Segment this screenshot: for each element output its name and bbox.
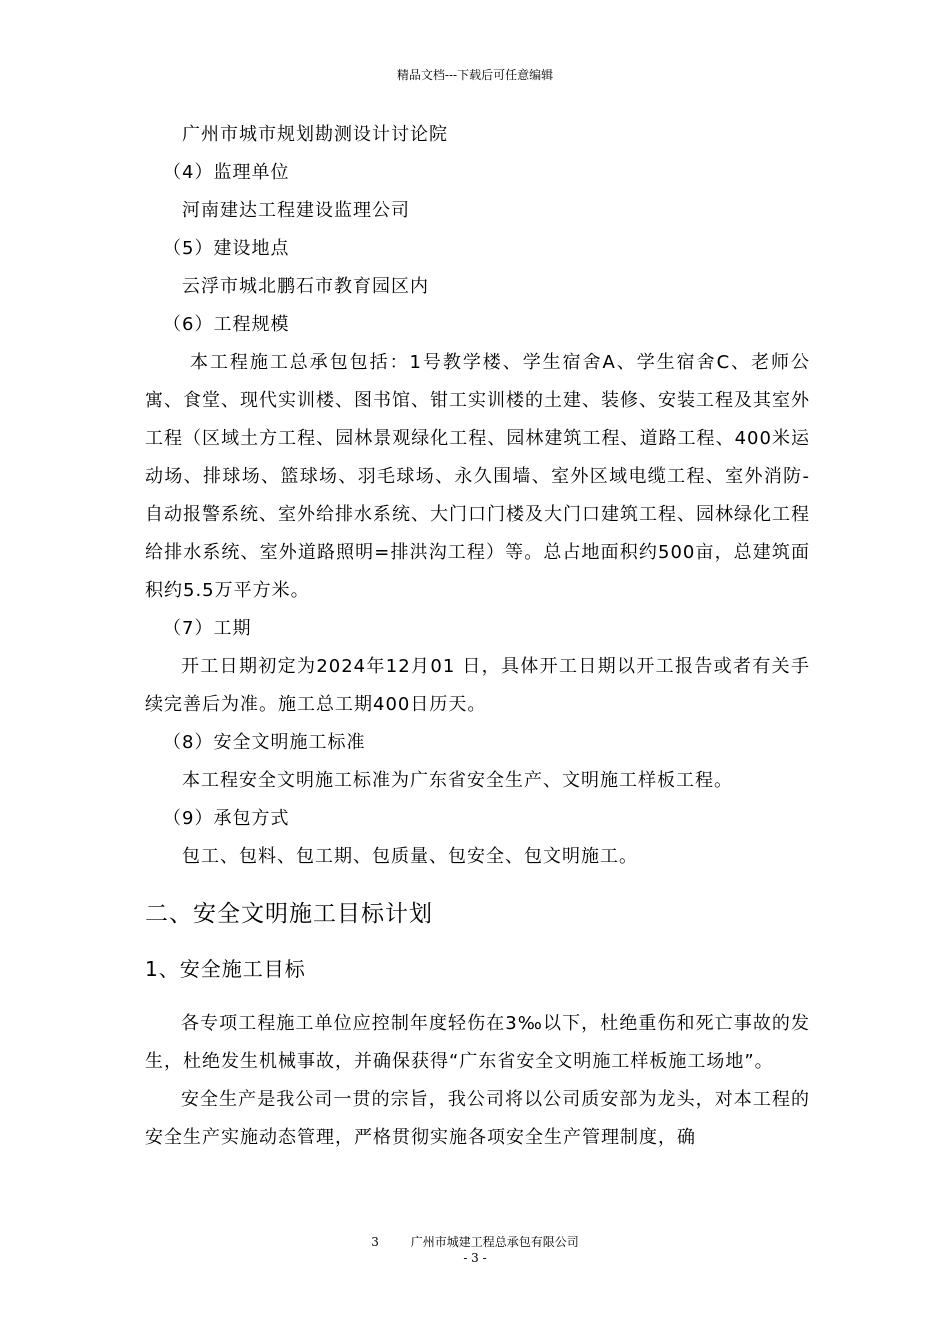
safety-goal-paragraph: 各专项工程施工单位应控制年度轻伤在3‰以下，杜绝重伤和死亡事故的发生，杜绝发生机械事故，并确保获得“广东省安全文明施工样板施工场地”。 xyxy=(145,1013,810,1072)
page-footer xyxy=(0,1234,950,1266)
page-header: 精品文档---下载后可任意编辑 xyxy=(396,68,554,82)
contract-mode-line: 包工、包料、包工期、包质量、包安全、包文明施工。 xyxy=(182,846,638,867)
location-line: 云浮市城北鹏石市教育园区内 xyxy=(182,276,429,297)
supervision-unit-line: 河南建达工程建设监理公司 xyxy=(182,200,410,221)
footer-page-label: - 3 - xyxy=(463,1251,487,1265)
section-2-title: 二、安全文明施工目标计划 xyxy=(145,901,433,927)
subsection-1-title: 1、安全施工目标 xyxy=(145,957,306,981)
supervision-unit-heading: （4）监理单位 xyxy=(163,162,290,183)
schedule-heading: （7）工期 xyxy=(163,618,252,639)
location-heading: （5）建设地点 xyxy=(163,238,290,259)
footer-page-number: 3 xyxy=(371,1235,379,1249)
schedule-paragraph: 开工日期初定为2024年12月01 日，具体开工日期以开工报告或者有关手续完善后为准。施工总工期400日历天。 xyxy=(145,656,810,715)
safety-standard-heading: （8）安全文明施工标准 xyxy=(163,732,366,753)
design-institute-line: 广州市城市规划勘测设计讨论院 xyxy=(182,124,448,145)
document-body xyxy=(145,116,810,1157)
scale-paragraph: 本工程施工总承包包括：1号教学楼、学生宿舍A、学生宿舍C、老师公寓、食堂、现代实训楼、图书馆、钳工实训楼的土建、装修、安装工程及其室外工程（区域土方工程、园林景观绿化工程、园林建筑工程、道路工程、400米运动场、排球场、篮球场、羽毛球场、永久围墙、室外区域电缆工程、室外消防-自动报警系统、室外给排水系统、大门口门楼及大门口建筑工程、园林绿化工程给排水系统、室外道路照明=排洪沟工程）等。总占地面积约500亩，总建筑面积约5.5万平方米。 xyxy=(145,352,810,601)
safety-standard-line: 本工程安全文明施工标准为广东省安全生产、文明施工样板工程。 xyxy=(182,770,733,791)
scale-heading: （6）工程规模 xyxy=(163,314,290,335)
footer-company: 广州市城建工程总承包有限公司 xyxy=(410,1235,579,1249)
contract-mode-heading: （9）承包方式 xyxy=(163,808,290,829)
safety-policy-paragraph: 安全生产是我公司一贯的宗旨，我公司将以公司质安部为龙头，对本工程的安全生产实施动态管理，严格贯彻实施各项安全生产管理制度，确 xyxy=(145,1089,810,1148)
